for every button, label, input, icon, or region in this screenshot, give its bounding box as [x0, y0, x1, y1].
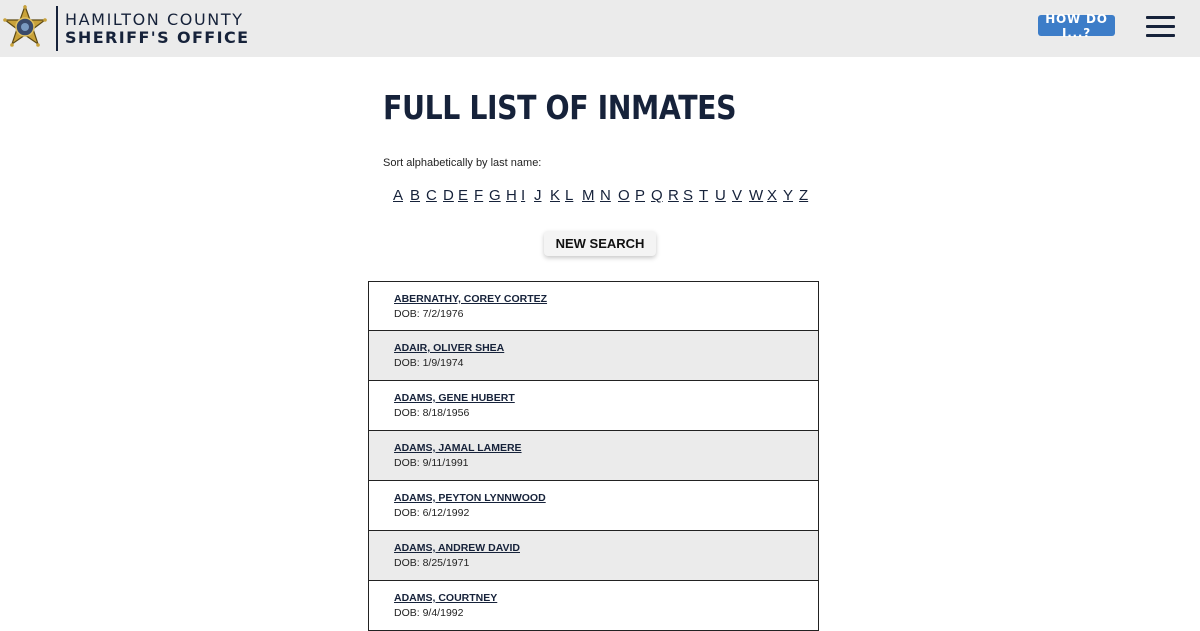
- letter-link-f[interactable]: F: [474, 187, 484, 204]
- letter-link-r[interactable]: R: [668, 187, 679, 204]
- inmate-dob: DOB: 9/11/1991: [394, 457, 469, 469]
- inmate-row: [368, 581, 819, 631]
- inmate-name-link[interactable]: ADAIR, OLIVER SHEA: [394, 342, 505, 354]
- inmate-name-link[interactable]: ADAMS, JAMAL LAMERE: [394, 442, 522, 454]
- letter-link-d[interactable]: D: [443, 187, 454, 204]
- inmate-dob: DOB: 8/18/1956: [394, 407, 470, 419]
- how-do-i-button[interactable]: HOW DO I...?: [1038, 15, 1115, 36]
- logo-office-name[interactable]: SHERIFF'S OFFICE: [65, 28, 250, 47]
- letter-link-s[interactable]: S: [683, 187, 694, 204]
- letter-link-v[interactable]: V: [732, 187, 743, 204]
- inmate-row: [368, 431, 819, 481]
- letter-link-x[interactable]: X: [767, 187, 778, 204]
- letter-link-c[interactable]: C: [426, 187, 437, 204]
- letter-link-l[interactable]: L: [565, 187, 574, 204]
- inmate-dob: DOB: 1/9/1974: [394, 357, 464, 369]
- letter-link-p[interactable]: P: [635, 187, 646, 204]
- inmate-row: [368, 481, 819, 531]
- letter-link-z[interactable]: Z: [799, 187, 809, 204]
- sheriff-star-badge-icon[interactable]: [3, 5, 47, 51]
- letter-link-e[interactable]: E: [458, 187, 469, 204]
- site-header: [0, 0, 1200, 57]
- letter-link-w[interactable]: W: [749, 187, 764, 204]
- letter-link-q[interactable]: Q: [651, 187, 663, 204]
- letter-link-b[interactable]: B: [410, 187, 421, 204]
- letter-link-t[interactable]: T: [699, 187, 709, 204]
- letter-link-m[interactable]: M: [582, 187, 595, 204]
- inmate-dob: DOB: 6/12/1992: [394, 507, 470, 519]
- letter-link-n[interactable]: N: [600, 187, 611, 204]
- letter-link-j[interactable]: J: [534, 187, 542, 204]
- inmate-name-link[interactable]: ADAMS, GENE HUBERT: [394, 392, 515, 404]
- new-search-button[interactable]: NEW SEARCH: [544, 231, 656, 256]
- inmate-row: [368, 381, 819, 431]
- page-title: FULL LIST OF INMATES: [383, 88, 737, 127]
- letter-link-a[interactable]: A: [393, 187, 404, 204]
- inmate-name-link[interactable]: ABERNATHY, COREY CORTEZ: [394, 293, 548, 305]
- inmate-name-link[interactable]: ADAMS, ANDREW DAVID: [394, 542, 520, 554]
- logo-county-name[interactable]: HAMILTON COUNTY: [65, 10, 244, 29]
- inmate-name-link[interactable]: ADAMS, COURTNEY: [394, 592, 498, 604]
- letter-link-g[interactable]: G: [489, 187, 501, 204]
- hamburger-menu-icon[interactable]: [1144, 14, 1177, 38]
- logo-divider: [56, 6, 58, 51]
- inmate-list: [368, 281, 819, 631]
- letter-link-o[interactable]: O: [618, 187, 630, 204]
- letter-link-y[interactable]: Y: [783, 187, 794, 204]
- inmate-row: [368, 281, 819, 331]
- inmate-row: [368, 531, 819, 581]
- inmate-row: [368, 331, 819, 381]
- letter-link-k[interactable]: K: [550, 187, 561, 204]
- inmate-name-link[interactable]: ADAMS, PEYTON LYNNWOOD: [394, 492, 546, 504]
- letter-link-i[interactable]: I: [521, 187, 526, 204]
- inmate-dob: DOB: 7/2/1976: [394, 308, 464, 320]
- letter-link-u[interactable]: U: [715, 187, 726, 204]
- inmate-dob: DOB: 9/4/1992: [394, 607, 464, 619]
- letter-link-h[interactable]: H: [506, 187, 517, 204]
- sort-label: Sort alphabetically by last name:: [383, 157, 542, 169]
- inmate-dob: DOB: 8/25/1971: [394, 557, 470, 569]
